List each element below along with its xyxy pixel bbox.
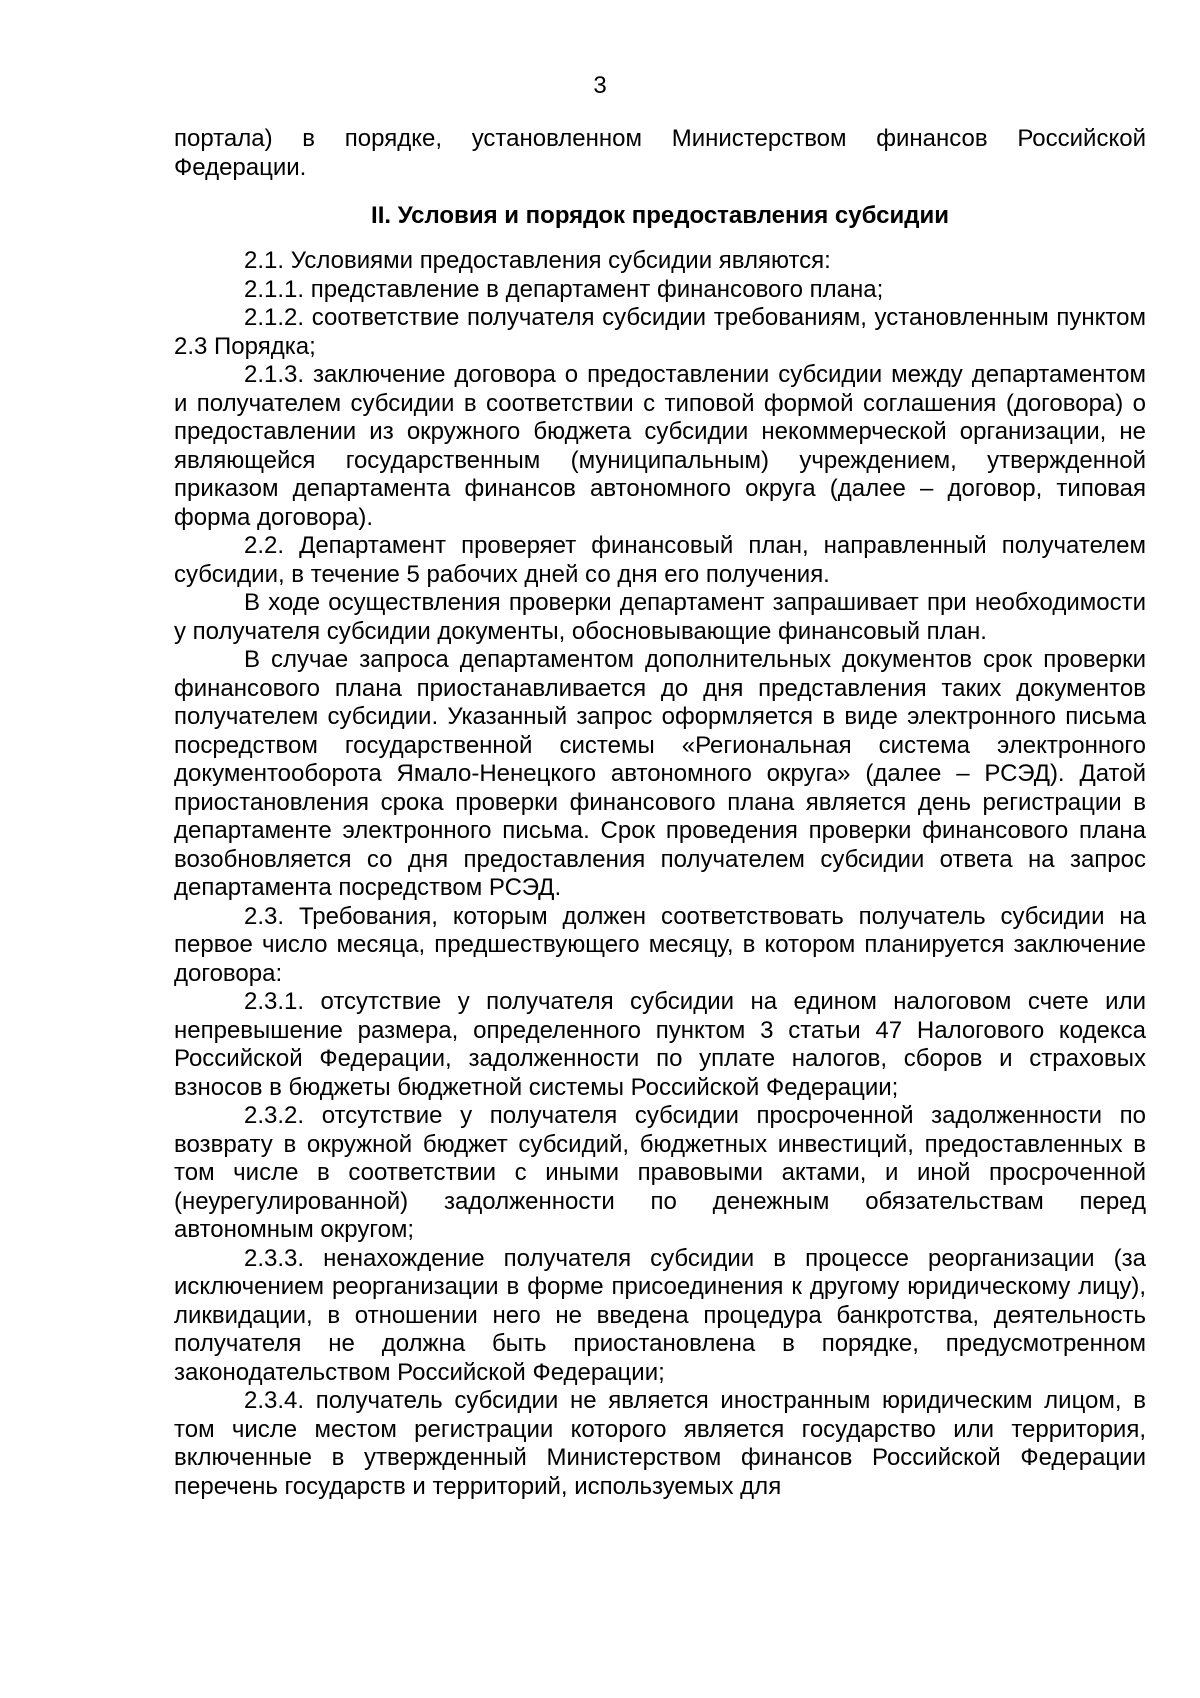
paragraph-2-3: 2.3. Требования, которым должен соответствовать получатель субсидии на первое число месяца, предшествующего месяцу, в котором планируется заключение договора: bbox=[174, 902, 1146, 987]
continuation-paragraph: портала) в порядке, установленном Министерством финансов Российской Федерации. bbox=[174, 125, 1146, 181]
paragraph-2-1-1: 2.1.1. представление в департамент финансового плана; bbox=[244, 275, 884, 303]
paragraph-verification: В ходе осуществления проверки департамент запрашивает при необходимости у получателя субсидии документы, обосновывающие финансовый план. bbox=[174, 589, 1146, 645]
paragraph-2-1-2: 2.1.2. соответствие получателя субсидии требованиям, установленным пунктом 2.3 Порядка; bbox=[174, 304, 1146, 360]
paragraph-2-2: 2.2. Департамент проверяет финансовый план, направленный получателем субсидии, в течение 5 рабочих дней со дня его получения. bbox=[174, 532, 1146, 588]
paragraph-2-3-1: 2.3.1. отсутствие у получателя субсидии на едином налоговом счете или непревышение размера, определенного пунктом 3 статьи 47 Налогового кодекса Российской Федерации, задолженности по уплате налогов, сборов и страховых взносов в бюджеты бюджетной системы Российской Федерации; bbox=[174, 988, 1146, 1101]
paragraph-2-3-2: 2.3.2. отсутствие у получателя субсидии просроченной задолженности по возврату в окружной бюджет субсидий, бюджетных инвестиций, предоставленных в том числе в соответствии с иными правовыми актами, и иной просроченной (неурегулированной) задолженности по денежным обязательствам перед автономным округом; bbox=[174, 1102, 1146, 1243]
paragraph-2-1: 2.1. Условиями предоставления субсидии являются: bbox=[244, 247, 831, 274]
section-heading: II. Условия и порядок предоставления субсидии bbox=[371, 202, 949, 229]
document-body bbox=[174, 125, 1146, 1501]
paragraph-2-3-4: 2.3.4. получатель субсидии не является иностранным юридическим лицом, в том числе местом регистрации которого является государство или территория, включенные в утвержденный Министерством финансов Российской Федерации перечень государств и территорий, используемых для bbox=[174, 1387, 1146, 1500]
paragraph-request: В случае запроса департаментом дополнительных документов срок проверки финансового плана приостанавливается до дня представления таких документов получателем субсидии. Указанный запрос оформляется в виде электронного письма посредством государственной системы «Региональная система электронного документооборота Ямало-Ненецкого автономного округа» (далее – РСЭД). Датой приостановления срока проверки финансового плана является день регистрации в департаменте электронного письма. Срок проведения проверки финансового плана возобновляется со дня предоставления получателем субсидии ответа на запрос департамента посредством РСЭД. bbox=[174, 646, 1146, 901]
page-number: 3 bbox=[593, 72, 607, 99]
paragraph-2-1-3: 2.1.3. заключение договора о предоставлении субсидии между департаментом и получателем субсидии в соответствии с типовой формой соглашения (договора) о предоставлении из окружного бюджета субсидии некоммерческой организации, не являющейся государственным (муниципальным) учреждением, утвержденной приказом департамента финансов автономного округа (далее – договор, типовая форма договора). bbox=[174, 361, 1146, 531]
paragraph-2-3-3: 2.3.3. ненахождение получателя субсидии в процессе реорганизации (за исключением реорганизации в форме присоединения к другому юридическому лицу), ликвидации, в отношении него не введена процедура банкротства, деятельность получателя не должна быть приостановлена в порядке, предусмотренном законодательством Российской Федерации; bbox=[174, 1244, 1146, 1386]
